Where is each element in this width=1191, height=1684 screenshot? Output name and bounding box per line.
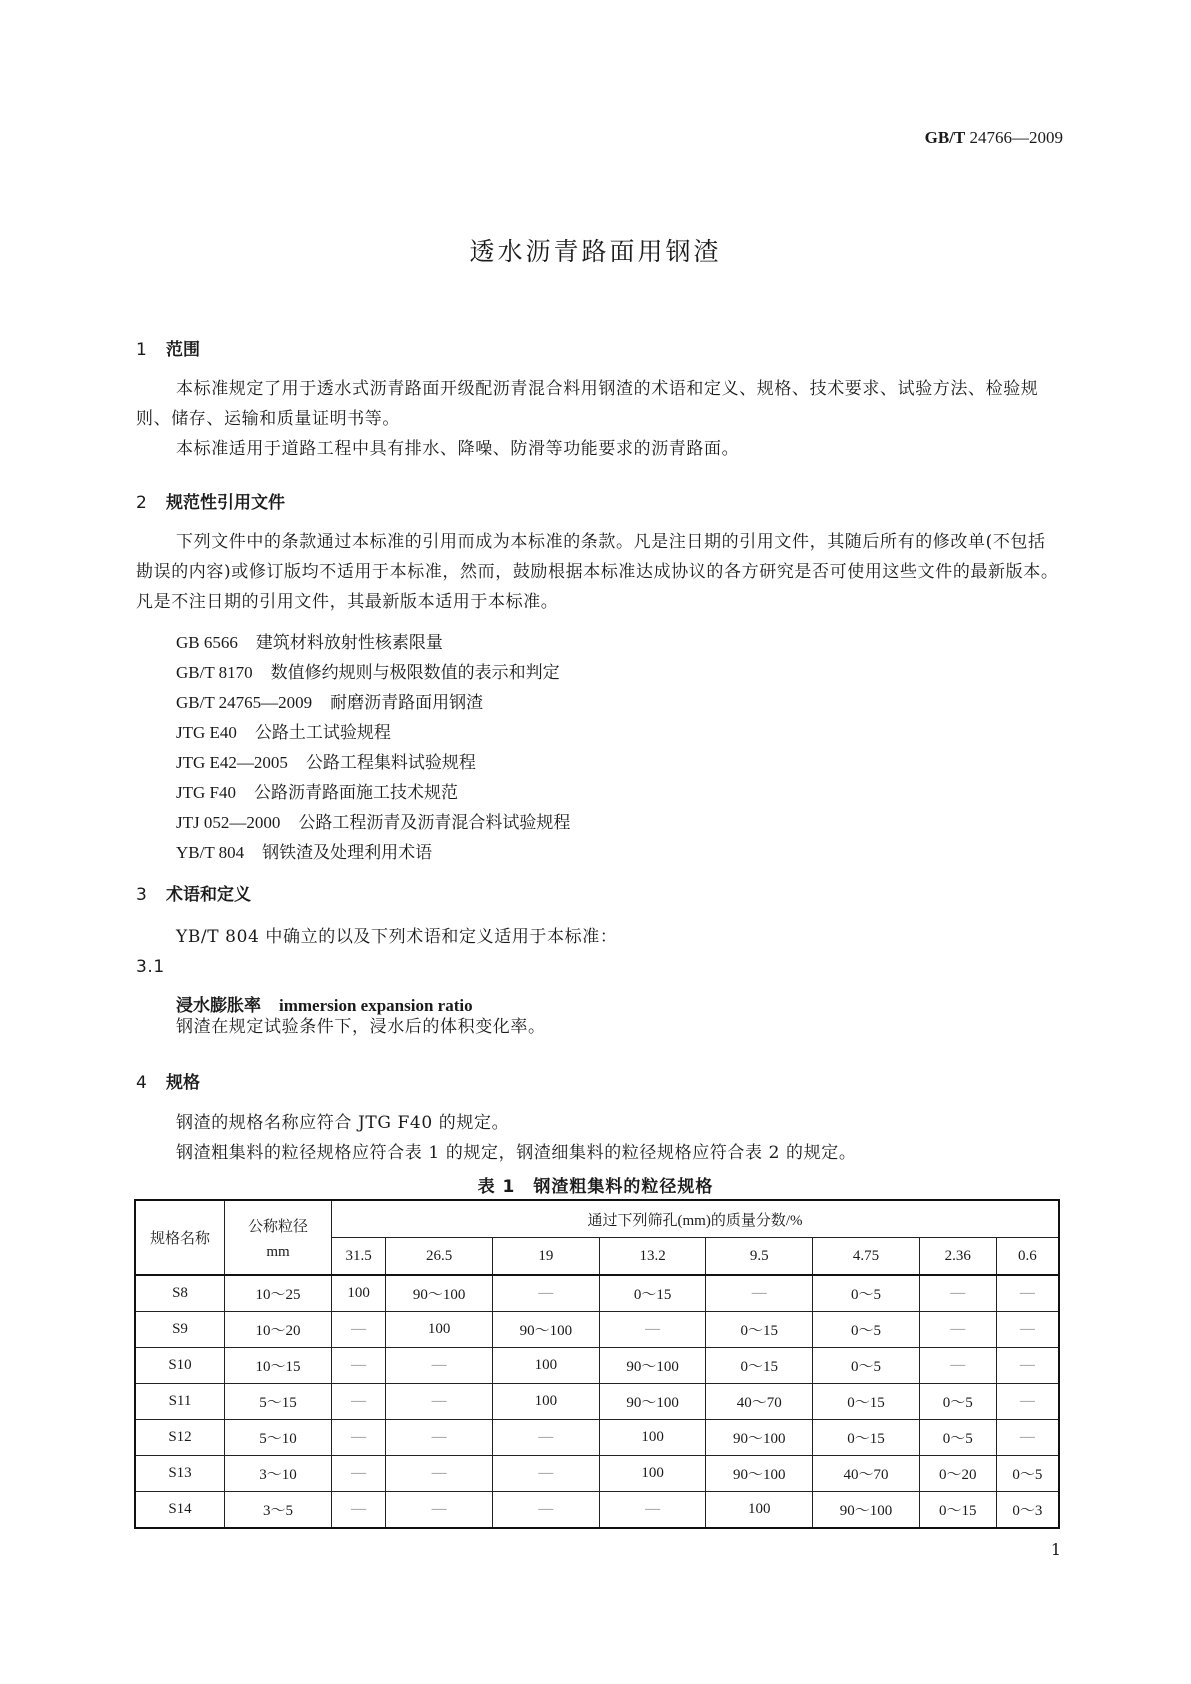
- section-title: 术语和定义: [166, 885, 251, 905]
- sieve-header: 31.5: [332, 1238, 386, 1276]
- header-nominal-size: [225, 1200, 332, 1275]
- table-row: [135, 1492, 1059, 1529]
- sieve-header: 0.6: [996, 1238, 1059, 1276]
- cell-value: 0～5: [813, 1312, 920, 1348]
- cell-value: —: [493, 1492, 600, 1529]
- standard-number: 24766—2009: [969, 128, 1063, 147]
- header-nominal-size-label: 公称粒径: [247, 1216, 308, 1235]
- section-number: 4: [136, 1073, 147, 1093]
- reference-code: JTJ 052—2000: [176, 813, 281, 832]
- cell-size: 10～20: [225, 1312, 332, 1348]
- cell-value: —: [332, 1456, 386, 1492]
- paragraph: 钢渣的规格名称应符合 JTG F40 的规定。: [176, 1113, 510, 1133]
- reference-name: 公路沥青路面施工技术规范: [253, 783, 458, 803]
- subsection-number: 3.1: [136, 957, 165, 977]
- cell-value: 100: [599, 1456, 706, 1492]
- paragraph: YB/T 804 中确立的以及下列术语和定义适用于本标准：: [176, 927, 618, 947]
- cell-value: 0～5: [919, 1384, 996, 1420]
- section-number: 1: [136, 340, 147, 360]
- cell-spec-name: S14: [135, 1492, 225, 1529]
- cell-value: —: [996, 1348, 1059, 1384]
- reference-name: 公路土工试验规程: [254, 723, 391, 743]
- term-definition: 钢渣在规定试验条件下，浸水后的体积变化率。: [176, 1017, 546, 1037]
- cell-value: —: [332, 1492, 386, 1529]
- cell-value: 0～15: [813, 1420, 920, 1456]
- cell-value: —: [996, 1275, 1059, 1312]
- sieve-header: 4.75: [813, 1238, 920, 1276]
- section-1-heading: [136, 335, 200, 360]
- section-2-heading: [136, 488, 285, 513]
- reference-code: GB 6566: [176, 633, 238, 652]
- cell-value: 0～20: [919, 1456, 996, 1492]
- sieve-header: 13.2: [599, 1238, 706, 1276]
- cell-spec-name: S10: [135, 1348, 225, 1384]
- standard-prefix: GB/T: [924, 128, 966, 147]
- reference-name: 建筑材料放射性核素限量: [255, 633, 443, 653]
- cell-value: —: [493, 1420, 600, 1456]
- reference-code: GB/T 24765—2009: [176, 693, 313, 712]
- reference-item: [176, 628, 443, 653]
- table-row: [135, 1420, 1059, 1456]
- cell-value: —: [996, 1312, 1059, 1348]
- standard-code: [925, 128, 1063, 148]
- cell-value: —: [332, 1312, 386, 1348]
- page-number: 1: [1050, 1540, 1061, 1559]
- cell-size: 3～5: [225, 1492, 332, 1529]
- table-caption: 表 1 钢渣粗集料的粒径规格: [477, 1177, 714, 1197]
- cell-value: 0～3: [996, 1492, 1059, 1529]
- cell-value: —: [386, 1348, 493, 1384]
- cell-value: 90～100: [706, 1420, 813, 1456]
- reference-item: [176, 718, 391, 743]
- cell-size: 10～15: [225, 1348, 332, 1384]
- cell-value: —: [493, 1456, 600, 1492]
- cell-size: 3～10: [225, 1456, 332, 1492]
- cell-value: —: [386, 1492, 493, 1529]
- cell-value: —: [386, 1456, 493, 1492]
- reference-code: YB/T 804: [176, 843, 245, 862]
- reference-name: 钢铁渣及处理利用术语: [262, 843, 433, 863]
- header-nominal-size-unit: mm: [266, 1243, 290, 1260]
- term-english: immersion expansion ratio: [279, 996, 473, 1015]
- section-number: 2: [136, 493, 147, 513]
- paragraph: 下列文件中的条款通过本标准的引用而成为本标准的条款。凡是注日期的引用文件，其随后所有的修改单(不包括勘误的内容)或修订版均不适用于本标准，然而，鼓励根据本标准达成协议的各方研究是否可使用这些文件的最新版本。凡是不注日期的引用文件，其最新版本适用于本标准。: [136, 532, 1059, 612]
- header-spec-name: 规格名称: [135, 1200, 225, 1275]
- cell-spec-name: S8: [135, 1275, 225, 1312]
- section-3-heading: [136, 880, 251, 905]
- reference-code: JTG E40: [176, 723, 237, 742]
- cell-value: 90～100: [599, 1384, 706, 1420]
- cell-value: —: [919, 1275, 996, 1312]
- cell-value: 40～70: [813, 1456, 920, 1492]
- cell-value: 0～15: [813, 1384, 920, 1420]
- table-row: [135, 1312, 1059, 1348]
- cell-size: 5～10: [225, 1420, 332, 1456]
- cell-value: —: [706, 1275, 813, 1312]
- sieve-header: 26.5: [386, 1238, 493, 1276]
- reference-item: [176, 808, 570, 833]
- sieve-header: 2.36: [919, 1238, 996, 1276]
- cell-value: 90～100: [599, 1348, 706, 1384]
- cell-spec-name: S11: [135, 1384, 225, 1420]
- cell-value: 0～5: [996, 1456, 1059, 1492]
- cell-value: 100: [332, 1275, 386, 1312]
- cell-size: 10～25: [225, 1275, 332, 1312]
- cell-value: —: [996, 1384, 1059, 1420]
- header-passing-group: 通过下列筛孔(mm)的质量分数/%: [332, 1200, 1060, 1238]
- cell-value: 90～100: [386, 1275, 493, 1312]
- cell-value: —: [332, 1420, 386, 1456]
- reference-name: 公路工程集料试验规程: [305, 753, 476, 773]
- cell-value: —: [332, 1384, 386, 1420]
- reference-item: [176, 658, 560, 683]
- cell-value: 40～70: [706, 1384, 813, 1420]
- sieve-header: 19: [493, 1238, 600, 1276]
- reference-name: 公路工程沥青及沥青混合料试验规程: [298, 813, 571, 833]
- document-title: 透水沥青路面用钢渣: [469, 237, 722, 266]
- cell-value: 90～100: [493, 1312, 600, 1348]
- table-row: [135, 1348, 1059, 1384]
- cell-spec-name: S12: [135, 1420, 225, 1456]
- term-chinese: 浸水膨胀率: [176, 996, 261, 1016]
- cell-value: —: [599, 1492, 706, 1529]
- cell-value: 0～15: [706, 1312, 813, 1348]
- section-4-heading: [136, 1068, 200, 1093]
- cell-value: —: [386, 1420, 493, 1456]
- cell-spec-name: S13: [135, 1456, 225, 1492]
- reference-code: GB/T 8170: [176, 663, 253, 682]
- cell-value: 100: [599, 1420, 706, 1456]
- paragraph: 本标准规定了用于透水式沥青路面开级配沥青混合料用钢渣的术语和定义、规格、技术要求、试验方法、检验规则、储存、运输和质量证明书等。: [136, 379, 1039, 429]
- cell-value: 100: [493, 1384, 600, 1420]
- table-row: [135, 1384, 1059, 1420]
- paragraph: 本标准适用于道路工程中具有排水、降噪、防滑等功能要求的沥青路面。: [176, 439, 740, 459]
- reference-name: 耐磨沥青路面用钢渣: [330, 693, 484, 713]
- reference-code: JTG E42—2005: [176, 753, 288, 772]
- cell-value: 0～15: [599, 1275, 706, 1312]
- cell-value: 90～100: [813, 1492, 920, 1529]
- cell-value: 100: [386, 1312, 493, 1348]
- table-coarse-aggregate-sizes: [134, 1199, 1060, 1529]
- cell-value: 0～15: [706, 1348, 813, 1384]
- table-row: [135, 1456, 1059, 1492]
- cell-value: 100: [493, 1348, 600, 1384]
- cell-value: —: [919, 1312, 996, 1348]
- cell-value: 0～15: [919, 1492, 996, 1529]
- cell-value: —: [599, 1312, 706, 1348]
- cell-value: —: [332, 1348, 386, 1384]
- reference-item: [176, 838, 432, 863]
- reference-name: 数值修约规则与极限数值的表示和判定: [270, 663, 560, 683]
- cell-spec-name: S9: [135, 1312, 225, 1348]
- section-title: 规格: [166, 1073, 200, 1093]
- cell-value: 0～5: [919, 1420, 996, 1456]
- cell-value: —: [386, 1384, 493, 1420]
- cell-value: —: [996, 1420, 1059, 1456]
- cell-value: 100: [706, 1492, 813, 1529]
- cell-value: —: [919, 1348, 996, 1384]
- cell-value: 0～5: [813, 1348, 920, 1384]
- cell-value: 90～100: [706, 1456, 813, 1492]
- reference-item: [176, 688, 483, 713]
- table-row: [135, 1275, 1059, 1312]
- reference-code: JTG F40: [176, 783, 236, 802]
- reference-item: [176, 748, 476, 773]
- sieve-header: 9.5: [706, 1238, 813, 1276]
- section-title: 规范性引用文件: [166, 493, 285, 513]
- paragraph: 钢渣粗集料的粒径规格应符合表 1 的规定，钢渣细集料的粒径规格应符合表 2 的规定。: [176, 1143, 857, 1163]
- cell-value: —: [493, 1275, 600, 1312]
- cell-value: 0～5: [813, 1275, 920, 1312]
- section-number: 3: [136, 885, 147, 905]
- cell-size: 5～15: [225, 1384, 332, 1420]
- reference-item: [176, 778, 458, 803]
- section-title: 范围: [166, 340, 200, 360]
